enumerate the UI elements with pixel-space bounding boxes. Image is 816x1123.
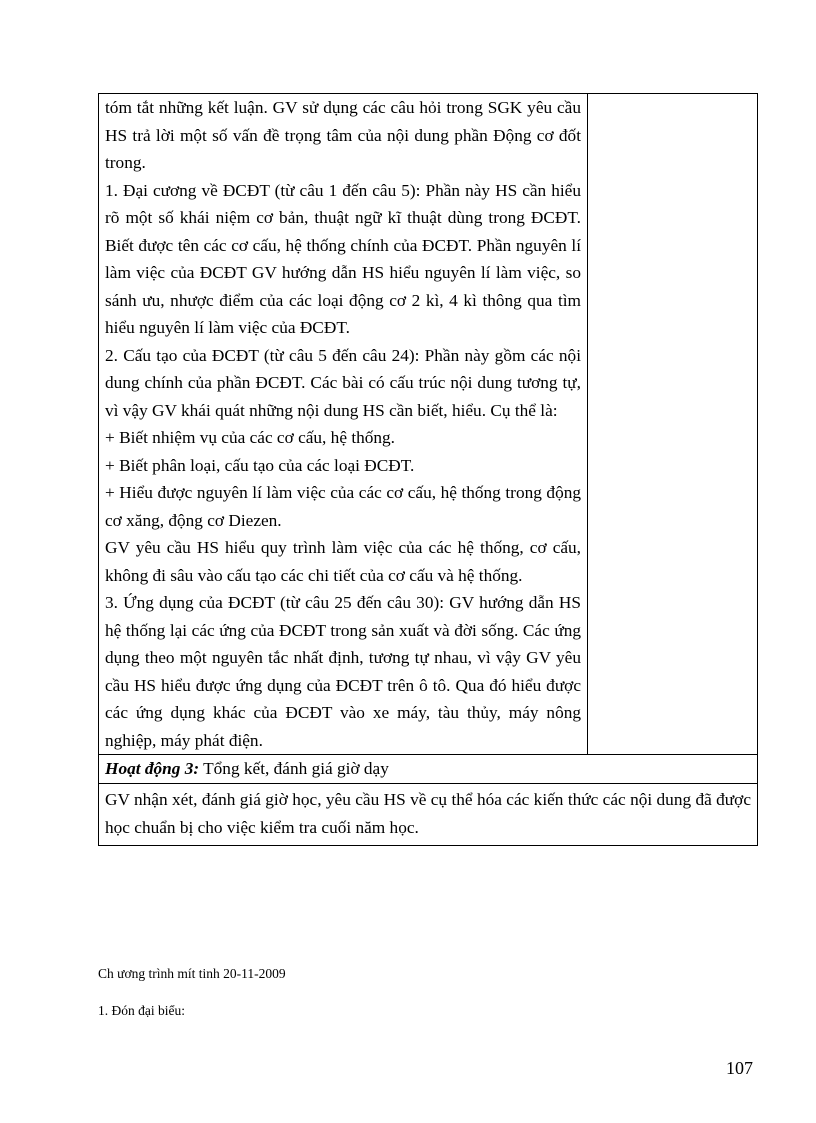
paragraph: 2. Cấu tạo của ĐCĐT (từ câu 5 đến câu 24): Phần này gồm các nội dung chính của phần ĐCĐT. Các bài có cấu trúc nội dung tương tự, vì vậy GV khái quát những nội dung HS cần biết, hiểu. Cụ thể là:: [105, 345, 581, 420]
paragraph: + Biết nhiệm vụ của các cơ cấu, hệ thống.: [105, 428, 396, 447]
lesson-table: [98, 93, 758, 846]
table-row: [99, 755, 758, 784]
paragraph: 3. Ứng dụng của ĐCĐT (từ câu 25 đến câu 30): GV hướng dẫn HS hệ thống lại các ứng của ĐCĐT trong sản xuất và đời sống. Các ứng dụng theo một nguyên tắc nhất định, tương tự nhau, vì vậy GV yêu cầu HS hiểu được ứng dụng của ĐCĐT trên ô tô. Qua đó hiểu được các ứng dụng khác của ĐCĐT vào xe máy, tàu thủy, máy nông nghiệp, máy phát điện.: [105, 593, 581, 750]
paragraph: 1. Đại cương về ĐCĐT (từ câu 1 đến câu 5): Phần này HS cần hiểu rõ một số khái niệm cơ bản, thuật ngữ kĩ thuật dùng trong ĐCĐT. Biết được tên các cơ cấu, hệ thống chính của ĐCĐT. Phần nguyên lí làm việc của ĐCĐT GV hướng dẫn HS hiểu nguyên lí làm việc, so sánh ưu, nhược điểm của các loại động cơ 2 kì, 4 kì thông qua tìm hiểu nguyên lí làm việc của ĐCĐT.: [105, 180, 581, 337]
program-line: Ch ương trình mít tinh 20-11-2009: [98, 966, 286, 981]
page-number: 107: [726, 1058, 753, 1078]
welcome-line: 1. Đón đại biểu:: [98, 1003, 185, 1018]
content-cell: [99, 94, 588, 755]
paragraph: tóm tắt những kết luận. GV sử dụng các câu hỏi trong SGK yêu cầu HS trả lời một số vấn đề trọng tâm của nội dung phần Động cơ đốt trong.: [105, 98, 581, 172]
notes-cell: [588, 94, 758, 755]
paragraph: GV yêu cầu HS hiểu quy trình làm việc của các hệ thống, cơ cấu, không đi sâu vào cấu tạo các chi tiết của cơ cấu và hệ thống.: [105, 538, 581, 585]
closing-cell: GV nhận xét, đánh giá giờ học, yêu cầu HS về cụ thể hóa các kiến thức các nội dung đã được học chuẩn bị cho việc kiểm tra cuối năm học.: [99, 784, 758, 846]
activity-title: Tổng kết, đánh giá giờ dạy: [199, 759, 389, 778]
activity-heading: [99, 755, 758, 784]
paragraph: + Hiểu được nguyên lí làm việc của các cơ cấu, hệ thống trong động cơ xăng, động cơ Diezen.: [105, 483, 581, 530]
paragraph: + Biết phân loại, cấu tạo của các loại ĐCĐT.: [105, 455, 415, 475]
table-row: [99, 94, 758, 755]
table-row: [99, 784, 758, 846]
activity-label: Hoạt động 3:: [105, 759, 200, 778]
